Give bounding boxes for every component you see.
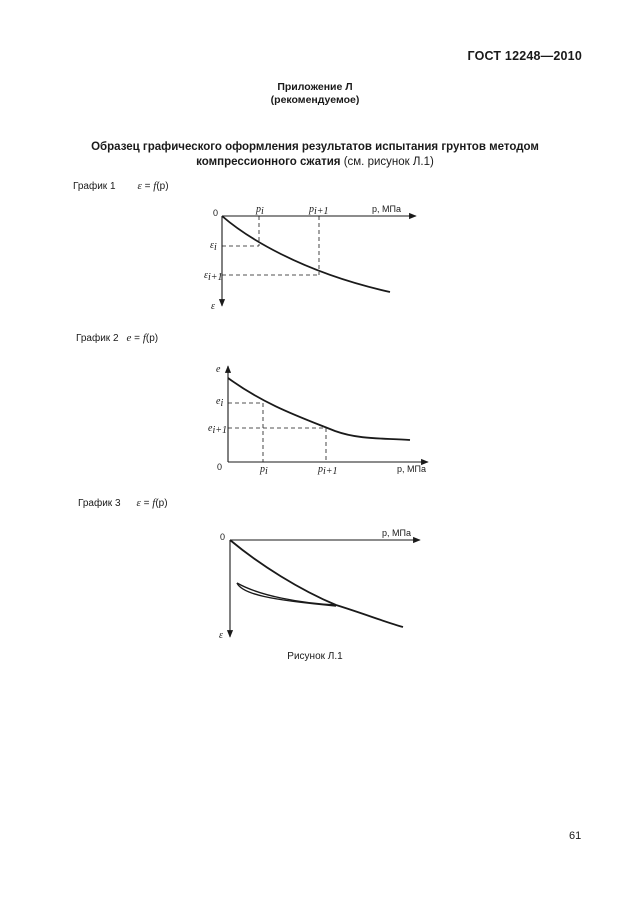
graph-2-curve xyxy=(228,378,410,440)
graph-1-tick-pi1-sub: i+1 xyxy=(314,206,329,217)
graph-1-tick-pi1 xyxy=(308,204,329,217)
graph-2-tick-yi1 xyxy=(208,423,227,436)
graph-2-tick-yi-var: e xyxy=(216,396,221,407)
graph-2-formula-arg: (p) xyxy=(145,333,159,344)
graph-3-y-axis-label: ε xyxy=(219,630,223,641)
figure-heading-line-1: Образец графического оформления результатов испытания грунтов методом xyxy=(91,141,539,153)
graph-1-tick-pi xyxy=(255,204,264,217)
graph-2-title: График 2 xyxy=(76,333,119,344)
graph-1-tick-yi1-sub: i+1 xyxy=(207,272,223,283)
graph-1-curve xyxy=(222,216,390,292)
graph-1-origin: 0 xyxy=(213,208,219,218)
graph-2-tick-pi-var: p xyxy=(260,464,265,475)
graph-1-x-axis-label xyxy=(372,204,401,214)
graph-2 xyxy=(208,364,428,477)
graph-2-x-axis-unit: , МПа xyxy=(402,464,426,474)
graph-2-tick-yi xyxy=(216,396,223,409)
graph-3 xyxy=(219,528,420,641)
graph-2-tick-yi-sub: i xyxy=(220,398,224,409)
graph-1-tick-pi-sub: i xyxy=(261,206,264,217)
graph-2-tick-pi1-sub: i+1 xyxy=(323,466,338,477)
graph-1 xyxy=(204,204,416,312)
graph-3-title: График 3 xyxy=(78,498,121,509)
graph-3-x-axis-unit: , МПа xyxy=(387,528,411,538)
graph-1-tick-yi-var: ε xyxy=(210,240,214,251)
graph-3-reloading-curve xyxy=(237,583,336,606)
graph-1-formula-lhs: ε xyxy=(137,180,142,192)
graph-1-title: График 1 xyxy=(73,181,116,192)
graph-2-origin: 0 xyxy=(217,462,223,472)
document-id: ГОСТ 12248—2010 xyxy=(467,49,582,63)
graph-1-formula-f: f xyxy=(153,180,157,192)
graph-3-loading-curve xyxy=(230,540,403,627)
graph-1-tick-yi1-var: ε xyxy=(204,270,208,281)
graph-1-tick-yi-sub: i xyxy=(213,242,217,253)
graph-2-formula-f: f xyxy=(142,332,146,344)
graph-1-y-axis-label: ε xyxy=(211,301,215,312)
figure-heading-ref: (см. рисунок Л.1) xyxy=(340,156,434,168)
page-number: 61 xyxy=(569,830,582,842)
graph-2-tick-yi1-var: e xyxy=(208,423,213,434)
graph-3-x-axis-label xyxy=(382,528,411,538)
graph-3-origin: 0 xyxy=(220,532,226,542)
graph-3-formula-arg: (p) xyxy=(155,498,168,509)
figure-caption: Рисунок Л.1 xyxy=(287,651,343,662)
graph-1-x-axis-var: p xyxy=(372,204,378,214)
graph-1-formula-arg: (p) xyxy=(156,181,169,192)
annex-title-line: Приложение Л xyxy=(277,81,353,93)
graph-2-x-axis-var: p xyxy=(397,464,403,474)
graph-2-tick-pi1 xyxy=(317,464,338,477)
graph-2-formula-lhs: e xyxy=(126,332,132,344)
graph-3-formula-f: f xyxy=(152,497,156,509)
graph-1-formula-eq: = xyxy=(141,181,154,192)
graph-3-formula-lhs: ε xyxy=(136,497,141,509)
annex-subtitle: (рекомендуемое) xyxy=(270,94,360,106)
graph-3-x-axis-var: p xyxy=(382,528,388,538)
graph-2-tick-pi xyxy=(259,464,268,477)
graph-2-formula-eq: = xyxy=(131,333,143,344)
graph-2-tick-pi1-var: p xyxy=(318,464,323,475)
graph-1-tick-yi1 xyxy=(204,270,222,283)
graph-1-x-axis-unit: , МПа xyxy=(377,204,401,214)
graph-1-tick-pi-var: p xyxy=(256,204,261,215)
figure-heading-bold: компрессионного сжатия xyxy=(196,156,341,168)
graph-1-tick-yi xyxy=(210,240,217,253)
graph-1-tick-pi1-var: p xyxy=(309,204,314,215)
graph-2-y-axis-label: e xyxy=(216,364,221,375)
graph-2-tick-pi-sub: i xyxy=(265,466,268,477)
graph-2-x-axis-label xyxy=(397,464,426,474)
graph-3-unloading-curve xyxy=(237,583,336,605)
graph-2-tick-yi1-sub: i+1 xyxy=(212,425,227,436)
graph-3-formula-eq: = xyxy=(140,498,153,509)
